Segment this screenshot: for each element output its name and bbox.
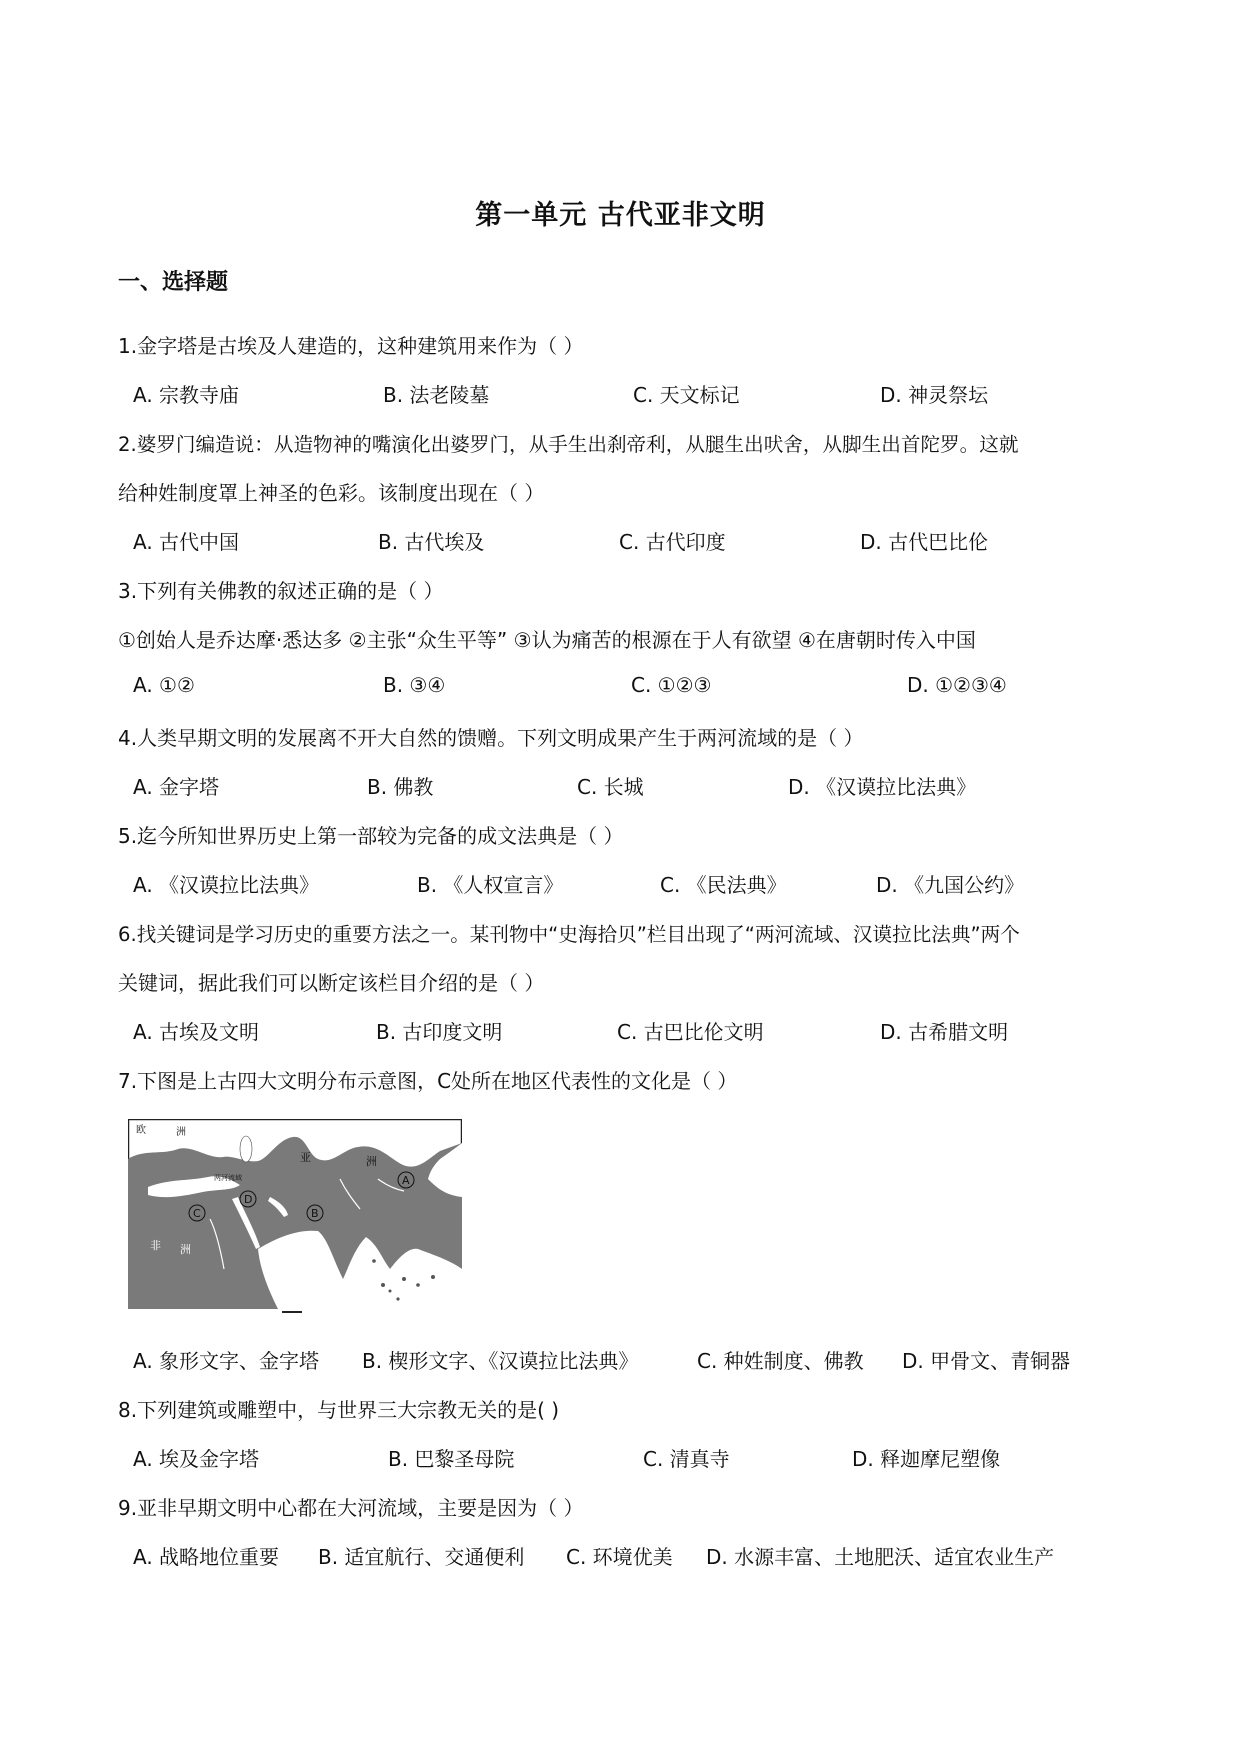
map-label-africa-2: 洲 xyxy=(180,1243,191,1256)
question-9-stem: 9.亚非早期文明中心都在大河流域，主要是因为（ ） xyxy=(118,1496,584,1520)
map-label-europe: 欧 xyxy=(136,1125,146,1136)
map-label-asia: 亚 xyxy=(300,1151,311,1164)
map-marker-c: C xyxy=(193,1207,201,1220)
question-2-stem-line1: 2.婆罗门编造说：从造物神的嘴演化出婆罗门，从手生出刹帝利，从腿生出吠舍，从脚生出首陀罗。这就 xyxy=(118,433,1019,456)
q9-option-a: A. 战略地位重要 xyxy=(133,1545,280,1569)
q3-option-c: C. ①②③ xyxy=(631,673,712,697)
q2-option-c: C. 古代印度 xyxy=(619,530,726,554)
q4-option-b: B. 佛教 xyxy=(367,775,434,799)
section-heading: 一、选择题 xyxy=(118,270,229,295)
question-3-statements: ①创始人是乔达摩·悉达多 ②主张“众生平等” ③认为痛苦的根源在于人有欲望 ④在唐朝时传入中国 xyxy=(118,628,976,652)
q7-option-b: B. 楔形文字、《汉谟拉比法典》 xyxy=(362,1349,639,1373)
map-label-river: 两河流域 xyxy=(214,1174,242,1182)
question-3-stem: 3.下列有关佛教的叙述正确的是（ ） xyxy=(118,579,444,603)
q9-option-c: C. 环境优美 xyxy=(566,1545,673,1569)
q5-option-a: A. 《汉谟拉比法典》 xyxy=(133,873,320,897)
question-2-stem-line2: 给种姓制度罩上神圣的色彩。该制度出现在（ ） xyxy=(118,481,545,505)
q2-option-b: B. 古代埃及 xyxy=(378,530,485,554)
q4-option-c: C. 长城 xyxy=(577,775,644,799)
q6-option-a: A. 古埃及文明 xyxy=(133,1020,260,1044)
q5-option-d: D. 《九国公约》 xyxy=(876,873,1025,897)
question-8-stem: 8.下列建筑或雕塑中，与世界三大宗教无关的是( ) xyxy=(118,1398,560,1422)
q9-option-b: B. 适宜航行、交通便利 xyxy=(318,1545,525,1569)
q1-option-a: A. 宗教寺庙 xyxy=(133,383,240,407)
q8-option-d: D. 释迦摩尼塑像 xyxy=(852,1447,1001,1471)
q1-option-b: B. 法老陵墓 xyxy=(383,383,490,407)
q7-option-d: D. 甲骨文、青铜器 xyxy=(902,1349,1071,1373)
q4-option-a: A. 金字塔 xyxy=(133,775,220,799)
q7-option-a: A. 象形文字、金字塔 xyxy=(133,1349,320,1373)
ancient-civilizations-map xyxy=(128,1119,462,1309)
q4-option-d: D. 《汉谟拉比法典》 xyxy=(788,775,977,799)
question-1-stem: 1.金字塔是古埃及人建造的，这种建筑用来作为（ ） xyxy=(118,334,584,358)
question-7-stem: 7.下图是上古四大文明分布示意图，C处所在地区代表性的文化是（ ） xyxy=(118,1069,738,1093)
q6-option-c: C. 古巴比伦文明 xyxy=(617,1020,764,1044)
map-label-europe-2: 洲 xyxy=(176,1127,186,1138)
q5-option-c: C. 《民法典》 xyxy=(660,873,787,897)
q5-option-b: B. 《人权宣言》 xyxy=(417,873,564,897)
map-marker-a: A xyxy=(402,1174,410,1187)
q9-option-d: D. 水源丰富、土地肥沃、适宜农业生产 xyxy=(706,1545,1055,1569)
question-4-stem: 4.人类早期文明的发展离不开大自然的馈赠。下列文明成果产生于两河流域的是（ ） xyxy=(118,726,864,750)
q3-option-a: A. ①② xyxy=(133,673,195,697)
map-caption-mark xyxy=(282,1311,302,1313)
q8-option-c: C. 清真寺 xyxy=(643,1447,730,1471)
map-label-africa: 非 xyxy=(150,1239,161,1252)
question-5-stem: 5.迄今所知世界历史上第一部较为完备的成文法典是（ ） xyxy=(118,824,624,848)
document-title: 第一单元 古代亚非文明 xyxy=(475,200,766,231)
q7-option-c: C. 种姓制度、佛教 xyxy=(697,1349,864,1373)
question-6-stem-line1: 6.找关键词是学习历史的重要方法之一。某刊物中“史海拾贝”栏目出现了“两河流域、汉谟拉比法典”两个 xyxy=(118,923,1020,946)
q8-option-b: B. 巴黎圣母院 xyxy=(388,1447,515,1471)
q1-option-d: D. 神灵祭坛 xyxy=(880,383,989,407)
q6-option-b: B. 古印度文明 xyxy=(376,1020,503,1044)
question-6-stem-line2: 关键词，据此我们可以断定该栏目介绍的是（ ） xyxy=(118,971,545,995)
q8-option-a: A. 埃及金字塔 xyxy=(133,1447,260,1471)
q3-option-d: D. ①②③④ xyxy=(907,673,1007,697)
map-marker-d: D xyxy=(244,1193,253,1206)
map-label-asia-2: 洲 xyxy=(366,1155,377,1168)
map-marker-b: B xyxy=(311,1207,319,1220)
q2-option-d: D. 古代巴比伦 xyxy=(860,530,989,554)
q6-option-d: D. 古希腊文明 xyxy=(880,1020,1009,1044)
q2-option-a: A. 古代中国 xyxy=(133,530,240,554)
q3-option-b: B. ③④ xyxy=(383,673,446,697)
q1-option-c: C. 天文标记 xyxy=(633,383,740,407)
